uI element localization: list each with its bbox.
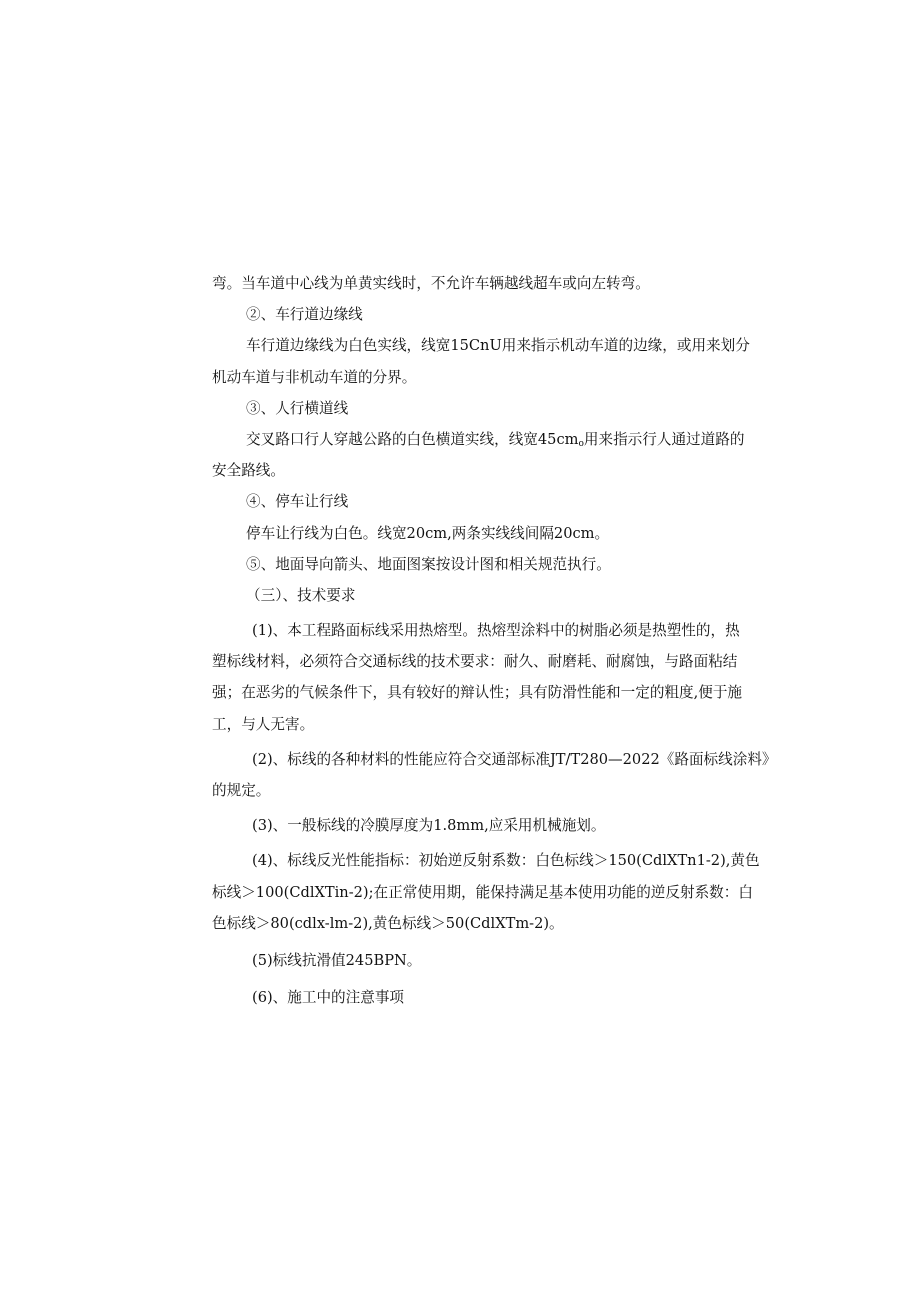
section-heading-tech-requirements: （三）、技术要求 — [246, 586, 356, 604]
text-line: (1)、本工程路面标线采用热熔型。热熔型涂料中的树脂必须是热塑性的，热 — [252, 622, 740, 640]
section-heading-crosswalk: ③、人行横道线 — [246, 399, 349, 417]
text-segment: 交叉路口行人穿越公路的白色横道实线，线宽45cm — [246, 430, 579, 448]
text-line: 标线＞100(CdlXTin-2);在正常使用期，能保持满足基本使用功能的逆反射系数：白 — [212, 883, 753, 901]
text-line — [212, 424, 752, 455]
section-heading-edge-line: ②、车行道边缘线 — [246, 306, 363, 324]
section-heading-stop-line: ④、停车让行线 — [246, 493, 349, 511]
text-line: (4)、标线反光性能指标：初始逆反射系数：白色标线＞150(CdlXTn1-2),黄色 — [252, 852, 760, 870]
text-line: 停车让行线为白色。线宽20cm,两条实线线间隔20cm。 — [246, 524, 610, 542]
text-line: (3)、一般标线的冷膜厚度为1.8mm,应采用机械施划。 — [252, 817, 606, 835]
subscript-mark: o — [578, 438, 584, 449]
text-line: (5)标线抗滑值245BPN。 — [252, 951, 422, 969]
text-line: 弯。当车道中心线为单黄实线时，不允许车辆越线超车或向左转弯。 — [212, 275, 650, 292]
text-line: 的规定。 — [212, 782, 271, 799]
text-line: (6)、施工中的注意事项 — [252, 989, 405, 1007]
text-line: 机动车道与非机动车道的分界。 — [212, 368, 417, 386]
text-line: 色标线＞80(cdlx-lm-2),黄色标线＞50(CdlXTm-2)。 — [212, 914, 564, 932]
text-line: 强；在恶劣的气候条件下，具有较好的辩认性；具有防滑性能和一定的粗度,便于施 — [212, 684, 743, 702]
text-line: 塑标线材料，必须符合交通标线的技术要求：耐久、耐磨耗、耐腐蚀，与路面粘结 — [212, 653, 738, 671]
document-body — [212, 268, 777, 1013]
text-line: 车行道边缘线为白色实线，线宽15CnU用来指示机动车道的边缘，或用来划分 — [246, 337, 750, 355]
text-line: 工，与人无害。 — [212, 715, 315, 733]
text-line: (2)、标线的各种材料的性能应符合交通部标准JT/T280—2022《路面标线涂料》 — [252, 750, 777, 768]
text-line: ⑤、地面导向箭头、地面图案按设计图和相关规范执行。 — [246, 555, 611, 573]
text-line: 安全路线。 — [212, 462, 285, 480]
text-segment: 用来指示行人通过道路的 — [583, 430, 745, 448]
